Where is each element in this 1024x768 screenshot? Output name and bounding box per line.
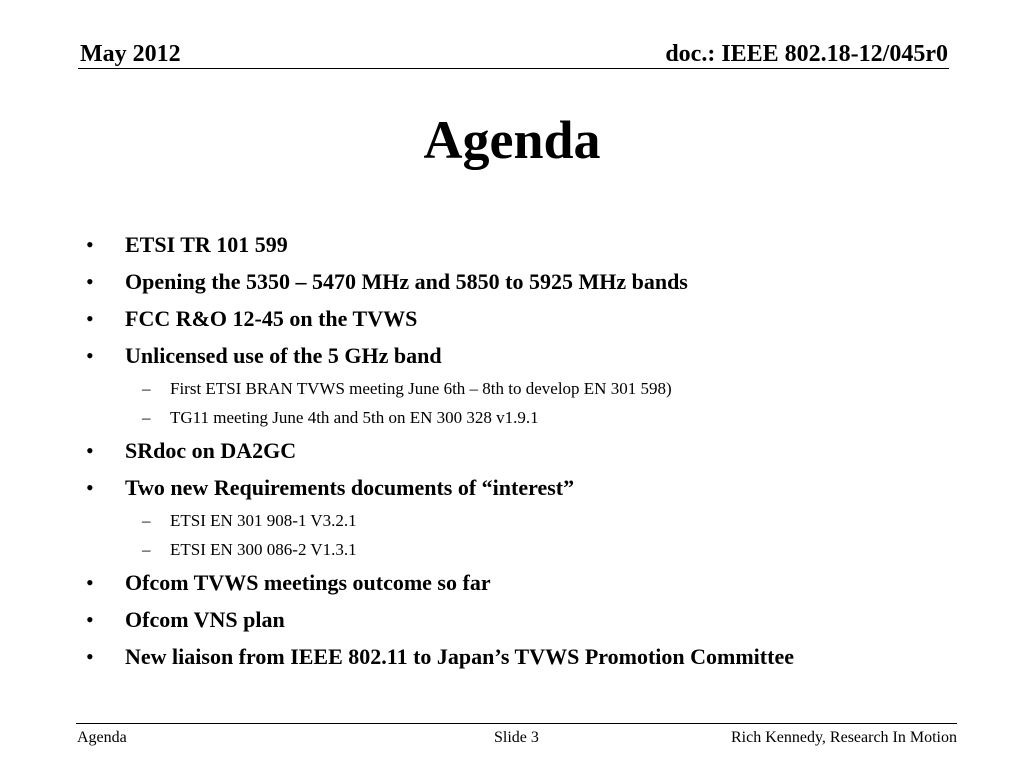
- agenda-item-text: Opening the 5350 – 5470 MHz and 5850 to 5925 MHz bands: [125, 269, 688, 294]
- footer-divider: [76, 723, 957, 724]
- footer-section: Agenda: [77, 729, 127, 746]
- agenda-item: [86, 469, 986, 506]
- agenda-item-text: ETSI TR 101 599: [125, 232, 288, 257]
- bullet-marker: •: [86, 607, 94, 632]
- agenda-item: [86, 432, 986, 469]
- agenda-item: [86, 300, 986, 337]
- agenda-subitem: [86, 403, 986, 432]
- agenda-item: [86, 337, 986, 374]
- agenda-subitem-text: First ETSI BRAN TVWS meeting June 6th – 8th to develop EN 301 598): [170, 379, 672, 398]
- header-doc-id: doc.: IEEE 802.18-12/045r0: [665, 41, 948, 67]
- agenda-item: [86, 564, 986, 601]
- agenda-subitem-text: TG11 meeting June 4th and 5th on EN 300 328 v1.9.1: [170, 408, 539, 427]
- agenda-item-text: Two new Requirements documents of “interest”: [125, 475, 575, 500]
- bullet-marker: •: [86, 438, 94, 463]
- agenda-item: [86, 226, 986, 263]
- footer-author: Rich Kennedy, Research In Motion: [730, 729, 957, 746]
- agenda-subitem: [86, 506, 986, 535]
- bullet-marker: •: [86, 343, 94, 368]
- dash-marker: –: [142, 379, 151, 398]
- agenda-item-text: Ofcom VNS plan: [125, 607, 285, 632]
- agenda-subitem-text: ETSI EN 301 908-1 V3.2.1: [170, 511, 357, 530]
- slide-title: Agenda: [423, 110, 601, 170]
- agenda-item: [86, 638, 986, 675]
- header-divider: [78, 68, 949, 69]
- agenda-item-text: SRdoc on DA2GC: [125, 438, 297, 463]
- agenda-item-text: Unlicensed use of the 5 GHz band: [125, 343, 442, 368]
- bullet-marker: •: [86, 570, 94, 595]
- agenda-subitem: [86, 374, 986, 403]
- agenda-item-text: New liaison from IEEE 802.11 to Japan’s TVWS Promotion Committee: [125, 644, 794, 669]
- bullet-marker: •: [86, 269, 94, 294]
- bullet-marker: •: [86, 232, 94, 257]
- dash-marker: –: [142, 408, 151, 427]
- dash-marker: –: [142, 540, 151, 559]
- agenda-item: [86, 601, 986, 638]
- dash-marker: –: [142, 511, 151, 530]
- bullet-marker: •: [86, 306, 94, 331]
- bullet-marker: •: [86, 475, 94, 500]
- agenda-list: [86, 226, 986, 675]
- bullet-marker: •: [86, 644, 94, 669]
- header-date: May 2012: [80, 41, 181, 67]
- agenda-item: [86, 263, 986, 300]
- agenda-item-text: Ofcom TVWS meetings outcome so far: [125, 570, 491, 595]
- footer-slide-number: Slide 3: [494, 729, 539, 746]
- agenda-item-text: FCC R&O 12-45 on the TVWS: [125, 306, 418, 331]
- agenda-subitem: [86, 535, 986, 564]
- agenda-subitem-text: ETSI EN 300 086-2 V1.3.1: [170, 540, 357, 559]
